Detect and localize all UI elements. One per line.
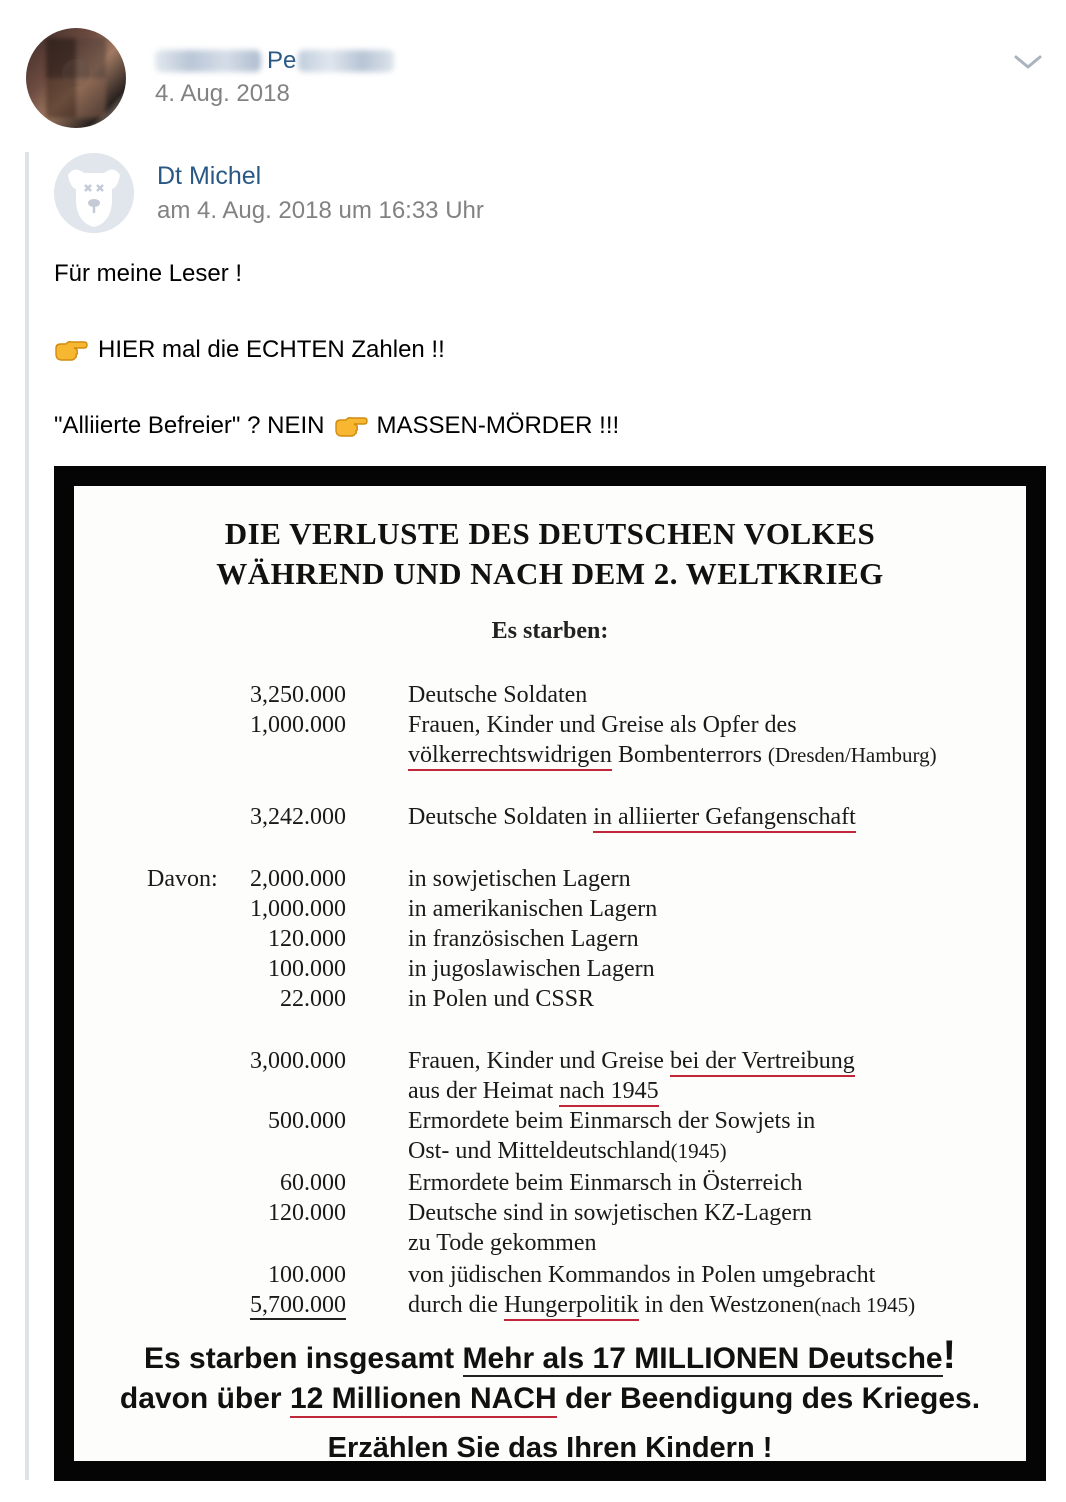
loss-number: 120.000: [268, 926, 346, 952]
post-menu-button[interactable]: [1012, 50, 1044, 74]
loss-label: in Polen und CSSR: [408, 986, 595, 1012]
image-title-line-2: WÄHREND UND NACH DEM 2. WELTKRIEG: [216, 556, 884, 591]
loss-label: Ost- und Mitteldeutschland(1945): [408, 1138, 727, 1164]
post-text-line: "Alliierte Befreier" ? NEIN MASSEN-MÖRDER !!!: [54, 412, 620, 439]
shared-author-avatar[interactable]: [54, 153, 134, 233]
summary-line-2: davon über 12 Millionen NACH der Beendigung des Krieges.: [74, 1382, 1026, 1416]
author-name[interactable]: Pe: [155, 46, 394, 76]
loss-label: Frauen, Kinder und Greise bei der Vertreibung: [408, 1048, 855, 1075]
shared-author-name[interactable]: Dt Michel: [157, 162, 262, 190]
post-text-line: Für meine Leser !: [54, 260, 243, 287]
repost-indicator-bar: [25, 152, 29, 1480]
post-date[interactable]: 4. Aug. 2018: [155, 80, 290, 107]
image-subtitle: Es starben:: [491, 618, 609, 644]
loss-number: 60.000: [280, 1170, 346, 1196]
loss-number: 2,000.000: [250, 866, 346, 892]
loss-label: zu Tode gekommen: [408, 1230, 597, 1256]
image-title-line-1: DIE VERLUSTE DES DEUTSCHEN VOLKES: [224, 516, 876, 551]
shared-post-date[interactable]: am 4. Aug. 2018 um 16:33 Uhr: [157, 197, 484, 224]
loss-number: 22.000: [280, 986, 346, 1012]
blurred-name-part: [298, 50, 394, 72]
summary-line-3: Erzählen Sie das Ihren Kindern !: [327, 1432, 773, 1461]
loss-number: 5,700.000: [250, 1292, 346, 1318]
loss-number: 1,000.000: [250, 712, 346, 738]
loss-number: 100.000: [268, 956, 346, 982]
loss-label: in jugoslawischen Lagern: [408, 956, 655, 982]
loss-number: 120.000: [268, 1200, 346, 1226]
loss-label: Frauen, Kinder und Greise als Opfer des: [408, 712, 797, 738]
loss-label: Ermordete beim Einmarsch der Sowjets in: [408, 1108, 816, 1134]
loss-label: in amerikanischen Lagern: [408, 896, 658, 922]
loss-label: Deutsche sind in sowjetischen KZ-Lagern: [408, 1200, 812, 1226]
summary-line-1: Es starben insgesamt Mehr als 17 MILLIONEN Deutsche!: [144, 1333, 956, 1377]
loss-label: Deutsche Soldaten: [408, 682, 588, 708]
author-avatar[interactable]: [26, 28, 126, 128]
attached-photo[interactable]: [54, 466, 1046, 1481]
davon-prefix: Davon:: [147, 866, 218, 892]
loss-number: 1,000.000: [250, 896, 346, 922]
loss-label: Ermordete beim Einmarsch in Österreich: [408, 1170, 803, 1196]
loss-number: 500.000: [268, 1108, 346, 1134]
pointing-hand-emoji: [334, 414, 368, 438]
post-header: [0, 0, 1066, 140]
loss-label: aus der Heimat nach 1945: [408, 1078, 659, 1105]
loss-label: durch die Hungerpolitik in den Westzonen(nach 1945): [408, 1292, 915, 1319]
dog-avatar-icon: [54, 153, 134, 233]
loss-label: in sowjetischen Lagern: [408, 866, 631, 892]
pointing-hand-emoji: [54, 338, 88, 362]
loss-label: von jüdischen Kommandos in Polen umgebracht: [408, 1262, 876, 1288]
blurred-name-part: [155, 50, 261, 72]
loss-label: völkerrechtswidrigen Bombenterrors (Dresden/Hamburg): [408, 742, 937, 769]
loss-number: 3,000.000: [250, 1048, 346, 1074]
loss-number: 100.000: [268, 1262, 346, 1288]
photo-content: [74, 486, 1026, 1461]
loss-number: 3,250.000: [250, 682, 346, 708]
loss-number: 3,242.000: [250, 804, 346, 830]
chevron-down-icon: [1012, 50, 1044, 74]
loss-label: Deutsche Soldaten in alliierter Gefangenschaft: [408, 804, 856, 831]
loss-label: in französischen Lagern: [408, 926, 639, 952]
post-text-line: HIER mal die ECHTEN Zahlen !!: [54, 336, 445, 364]
